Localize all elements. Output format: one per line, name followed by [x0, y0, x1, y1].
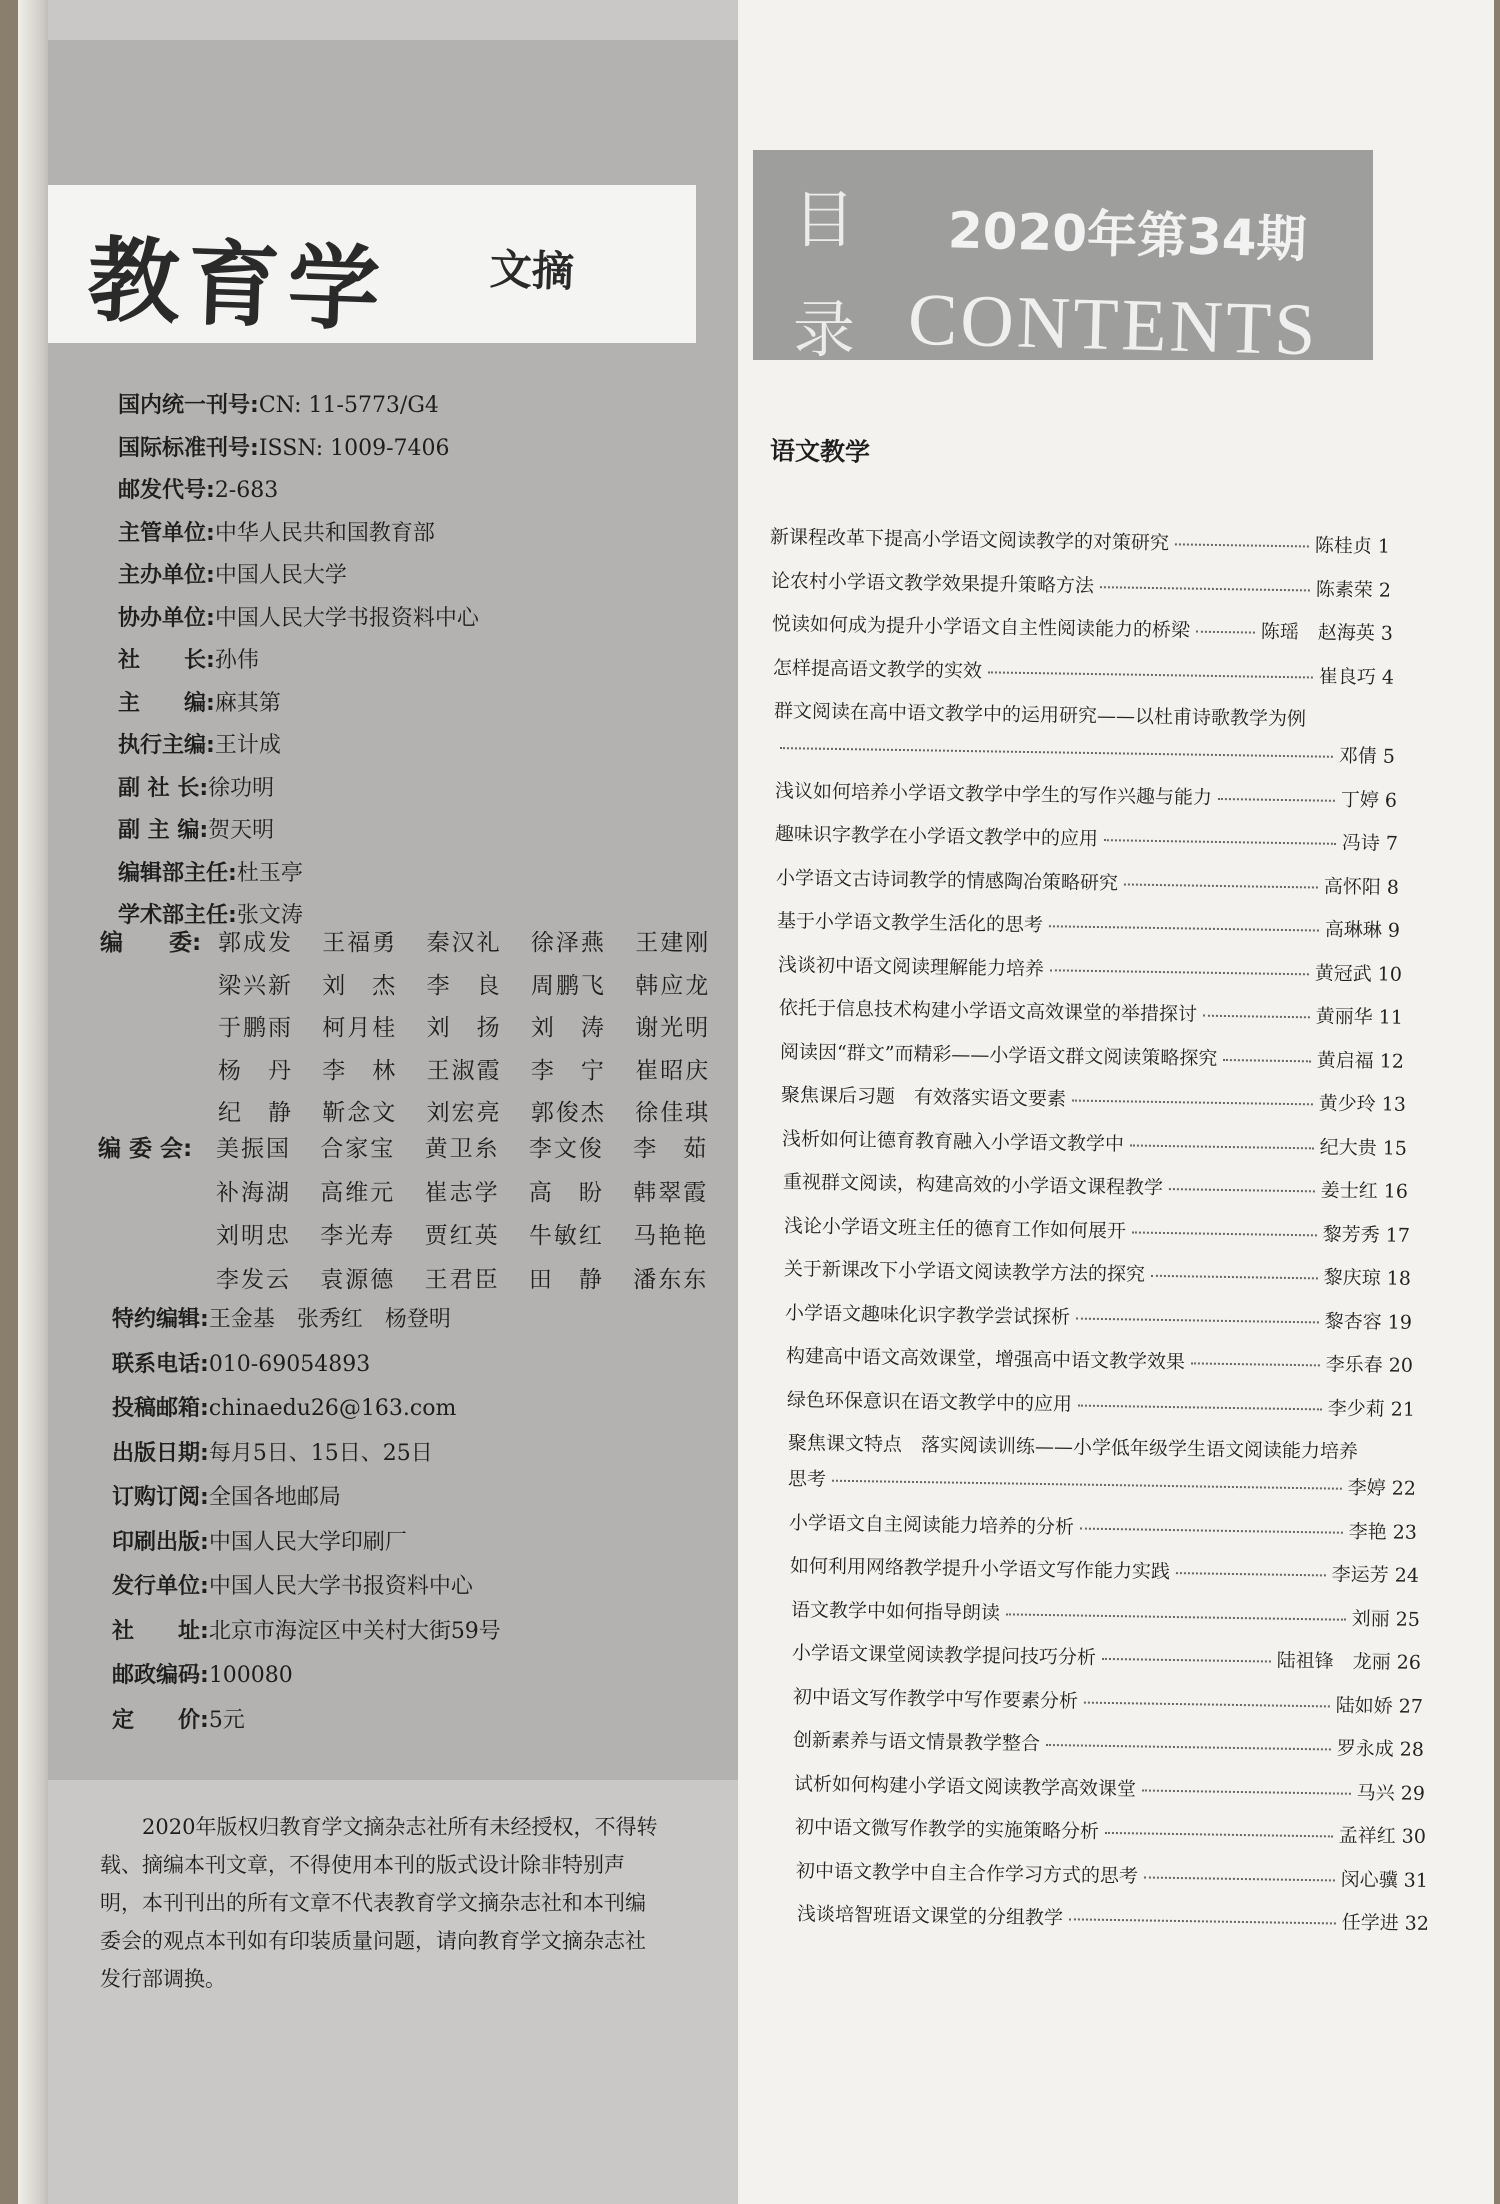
- toc-leader-dots: [1176, 1572, 1326, 1576]
- masthead-label: 主管单位:: [118, 520, 215, 546]
- toc-leader-dots: [832, 1480, 1342, 1490]
- toc-leader-dots: [780, 747, 1333, 758]
- toc-author: 高怀阳: [1323, 875, 1382, 899]
- masthead-list: [118, 385, 718, 938]
- toc-page-number: 25: [1395, 1608, 1421, 1631]
- toc-leader-dots: [1151, 1275, 1318, 1280]
- toc-page-number: 15: [1382, 1136, 1408, 1160]
- masthead-row: [118, 683, 718, 726]
- contact-value: 100080: [208, 1663, 293, 1688]
- masthead-value: 2-683: [214, 478, 279, 503]
- masthead-row: [118, 810, 718, 853]
- contents-heading: CONTENTS: [907, 278, 1320, 372]
- masthead-label: 主 编:: [118, 690, 215, 716]
- toc-leader-dots: [1069, 1918, 1336, 1924]
- toc-page-number: 3: [1380, 622, 1394, 645]
- board-names: [216, 1128, 708, 1302]
- masthead-row: [118, 768, 718, 811]
- toc-author: 陈素荣: [1315, 578, 1374, 601]
- contact-row: [112, 1521, 712, 1566]
- toc-author: 孟祥红: [1338, 1824, 1396, 1848]
- toc-author: 黄少玲: [1318, 1092, 1376, 1116]
- toc-title: 初中语文微写作教学的实施策略分析: [794, 1816, 1100, 1843]
- toc-author: 闵心骥: [1340, 1868, 1398, 1891]
- toc-author: 冯诗: [1341, 831, 1381, 855]
- toc-page-number: 31: [1403, 1869, 1429, 1892]
- contact-value: 每月5日、15日、25日: [208, 1440, 433, 1466]
- toc-leader-dots: [1191, 1362, 1320, 1366]
- toc-author: 陆祖锋 龙丽: [1276, 1649, 1391, 1674]
- contact-label: 印刷出版:: [112, 1529, 209, 1555]
- contact-row: [112, 1699, 712, 1744]
- editors-name-row: 于鹏雨 柯月桂 刘 扬 刘 涛 谢光明: [218, 1015, 711, 1041]
- masthead-row: [118, 598, 718, 641]
- masthead-value: 麻其第: [214, 690, 281, 716]
- toc-title: 绿色环保意识在语文教学中的应用: [786, 1388, 1073, 1415]
- toc-leader-dots: [1132, 1231, 1317, 1236]
- contents-glyph-lu: 录: [793, 293, 856, 366]
- toc-leader-dots: [1050, 969, 1309, 975]
- toc-author: 马兴: [1356, 1781, 1395, 1804]
- toc-leader-dots: [1223, 1058, 1310, 1061]
- masthead-label: 邮发代号:: [118, 478, 215, 503]
- section-title: 语文教学: [769, 436, 871, 467]
- toc-leader-dots: [1196, 631, 1255, 634]
- board-name-row: 刘明忠 李光寿 贾红英 牛敏红 马艳艳: [216, 1223, 709, 1249]
- toc-leader-dots: [1175, 543, 1309, 547]
- masthead-label: 协办单位:: [118, 605, 215, 631]
- toc-leader-dots: [1104, 839, 1336, 845]
- masthead-label: 编辑部主任:: [118, 860, 237, 886]
- contact-row: [112, 1387, 712, 1432]
- toc-title: 构建高中语文高效课堂，增强高中语文教学效果: [785, 1345, 1186, 1374]
- board-name-row: 补海湖 高维元 崔志学 高 盼 韩翠霞: [216, 1179, 709, 1206]
- toc-page-number: 22: [1391, 1477, 1417, 1500]
- editors-label: 编 委:: [100, 930, 202, 956]
- toc-title: 创新素养与语文情景教学整合: [792, 1729, 1041, 1755]
- board-name-row: 李发云 袁源德 王君臣 田 静 潘东东: [216, 1266, 709, 1293]
- toc-page-number: 12: [1379, 1049, 1405, 1073]
- toc-title: 聚焦课文特点 落实阅读训练——小学低年级学生语文阅读能力培养: [787, 1432, 1359, 1463]
- contact-row: [112, 1298, 712, 1343]
- toc-author: 邓倩: [1338, 744, 1378, 768]
- masthead-value: 徐功明: [208, 775, 275, 801]
- toc-page-number: 17: [1385, 1223, 1411, 1247]
- masthead-value: ISSN: 1009-7406: [258, 435, 450, 461]
- toc-page-number: 16: [1383, 1180, 1409, 1203]
- toc-leader-dots: [1142, 1789, 1351, 1794]
- editors-names: [218, 922, 710, 1135]
- toc-page-number: 29: [1400, 1782, 1426, 1805]
- masthead-value: 孙伟: [214, 648, 259, 673]
- toc-page-number: 27: [1398, 1695, 1424, 1718]
- toc-title-continued: 思考: [787, 1468, 827, 1491]
- toc-title: 小学语文课堂阅读教学提问技巧分析: [791, 1642, 1097, 1669]
- toc-title: 小学语文趣味化识字教学尝试探析: [784, 1301, 1071, 1328]
- masthead-label: 社 长:: [118, 648, 215, 673]
- contact-value: 010-69054893: [208, 1351, 371, 1377]
- toc-author: 姜士红: [1320, 1179, 1378, 1203]
- toc-page-number: 23: [1392, 1520, 1418, 1544]
- toc-leader-dots: [1124, 883, 1318, 888]
- masthead-value: 中国人民大学: [214, 563, 347, 588]
- contact-label: 特约编辑:: [112, 1307, 209, 1332]
- editors-name-row: 杨 丹 李 林 王淑霞 李 宁 崔昭庆: [218, 1057, 711, 1084]
- toc-title: 基于小学语文教学生活化的思考: [776, 910, 1044, 937]
- issue-number: 2020年第34期: [947, 201, 1308, 269]
- contact-value: chinaedu26@163.com: [208, 1396, 457, 1421]
- toc-leader-dots: [1169, 1188, 1315, 1192]
- toc-title: 浅议如何培养小学语文教学中学生的写作兴趣与能力: [774, 779, 1213, 809]
- copyright-notice: 2020年版权归教育学文摘杂志社所有未经授权，不得转载、摘编本刊文章，不得使用本刊的版式设计除非特别声明，本刊刊出的所有文章不代表教育学文摘杂志社和本刊编委会的观点本刊如有印装质量问题，请向教育学文摘杂志社发行部调换。: [100, 1815, 658, 1991]
- page-edge: [18, 0, 52, 2204]
- toc-author: 陈桂贞: [1314, 534, 1373, 558]
- toc-page-number: 9: [1387, 919, 1401, 942]
- toc-page-number: 8: [1386, 876, 1400, 899]
- toc-author: 任学进: [1341, 1911, 1399, 1935]
- contact-value: 王金基 张秀红 杨登明: [208, 1307, 451, 1332]
- toc-leader-dots: [1006, 1613, 1346, 1620]
- contact-row: [112, 1610, 712, 1655]
- masthead-row: [118, 555, 718, 598]
- toc-page-number: 6: [1384, 789, 1398, 812]
- masthead-row: [118, 513, 718, 556]
- toc-leader-dots: [1203, 1015, 1310, 1019]
- masthead-row: [118, 385, 718, 428]
- contact-row: [112, 1432, 712, 1477]
- masthead-row: [118, 640, 718, 683]
- toc-page-number: 32: [1404, 1912, 1430, 1935]
- toc-leader-dots: [1144, 1876, 1335, 1881]
- toc-author: 陆如娇: [1335, 1694, 1393, 1717]
- contact-value: 全国各地邮局: [208, 1485, 341, 1510]
- toc-leader-dots: [1049, 925, 1319, 931]
- toc-title: 重视群文阅读，构建高效的小学语文课程教学: [782, 1171, 1164, 1199]
- contact-label: 联系电话:: [112, 1351, 209, 1377]
- contact-value: 中国人民大学书报资料中心: [208, 1574, 473, 1599]
- masthead-value: 王计成: [214, 733, 281, 758]
- toc-page-number: 4: [1381, 666, 1395, 689]
- contact-label: 投稿邮箱:: [112, 1396, 209, 1421]
- toc-title: 悦读如何成为提升小学语文自主性阅读能力的桥梁: [771, 613, 1191, 642]
- toc-title: 趣味识字教学在小学语文教学中的应用: [774, 823, 1099, 851]
- masthead-label: 学术部主任:: [118, 903, 237, 928]
- toc-leader-dots: [1078, 1404, 1322, 1410]
- contact-value: 5元: [208, 1707, 245, 1733]
- editors-name-row: 郭成发 王福勇 秦汉礼 徐泽燕 王建刚: [218, 930, 711, 956]
- toc-author: 黄启福: [1316, 1048, 1374, 1072]
- toc-title: 关于新课改下小学语文阅读教学方法的探究: [783, 1258, 1146, 1286]
- masthead-value: 贺天明: [208, 818, 275, 843]
- toc-author: 李运芳: [1331, 1563, 1389, 1587]
- toc-page-number: 13: [1381, 1093, 1407, 1116]
- masthead-value: 杜玉亭: [236, 860, 303, 886]
- contact-row: [112, 1565, 712, 1610]
- toc-leader-dots: [1105, 1832, 1333, 1838]
- contents-glyph-mu: 目: [793, 183, 856, 256]
- toc-leader-dots: [1084, 1701, 1330, 1707]
- toc-page-number: 30: [1401, 1825, 1427, 1848]
- toc-author: 丁婷: [1340, 788, 1380, 811]
- toc-page-number: 21: [1390, 1397, 1416, 1421]
- toc-leader-dots: [1080, 1527, 1343, 1533]
- toc-author: 高琳琳: [1324, 918, 1383, 942]
- masthead-label: 副 主 编:: [118, 818, 209, 843]
- board-name-row: 美振国 合家宝 黄卫糸 李文俊 李 茹: [216, 1136, 709, 1162]
- toc-leader-dots: [1102, 1658, 1271, 1663]
- toc-title: 小学语文古诗词教学的情感陶冶策略研究: [775, 866, 1119, 894]
- toc-title: 浅论小学语文班主任的德育工作如何展开: [783, 1214, 1127, 1242]
- masthead-label: 国际标准刊号:: [118, 435, 259, 461]
- magazine-subtitle: 文摘: [489, 244, 575, 297]
- toc-title: 浅析如何让德育教育融入小学语文教学中: [781, 1127, 1125, 1155]
- toc-title: 小学语文自主阅读能力培养的分析: [788, 1511, 1075, 1538]
- toc-leader-dots: [1046, 1744, 1331, 1750]
- toc-author: 黎芳秀: [1322, 1222, 1380, 1246]
- masthead-value: CN: 11-5773/G4: [258, 393, 439, 418]
- toc-title: 怎样提高语文教学的实效: [772, 656, 983, 682]
- masthead-row: [118, 725, 718, 768]
- toc-page-number: 19: [1387, 1310, 1413, 1334]
- toc-title: 初中语文教学中自主合作学习方式的思考: [795, 1859, 1139, 1887]
- editors-name-row: 梁兴新 刘 杰 李 良 周鹏飞 韩应龙: [218, 972, 711, 999]
- contact-row: [112, 1476, 712, 1521]
- toc-author: 李艳: [1348, 1520, 1387, 1543]
- contact-label: 发行单位:: [112, 1574, 209, 1599]
- toc-page-number: 7: [1385, 832, 1399, 855]
- toc-title: 浅谈培智班语文课堂的分组教学: [796, 1903, 1064, 1930]
- toc-leader-dots: [1130, 1144, 1314, 1149]
- contact-label: 邮政编码:: [112, 1663, 209, 1688]
- toc-title: 浅谈初中语文阅读理解能力培养: [777, 953, 1045, 980]
- board-label: 编 委 会:: [98, 1136, 193, 1162]
- contact-list: [112, 1298, 712, 1743]
- masthead-row: [118, 428, 718, 471]
- masthead-row: [118, 470, 718, 513]
- toc-title: 聚焦课后习题 有效落实语文要素: [780, 1084, 1067, 1111]
- contact-row: [112, 1343, 712, 1388]
- toc-title: 初中语文写作教学中写作要素分析: [792, 1685, 1079, 1712]
- contact-row: [112, 1654, 712, 1699]
- toc-leader-dots: [988, 671, 1313, 678]
- toc-author: 李少莉: [1327, 1396, 1385, 1420]
- toc-page-number: 24: [1394, 1564, 1420, 1587]
- contact-label: 社 址:: [112, 1618, 209, 1644]
- toc-title: 新课程改革下提高小学语文阅读教学的对策研究: [769, 526, 1170, 555]
- toc-title: 如何利用网络教学提升小学语文写作能力实践: [789, 1555, 1171, 1583]
- toc-page-number: 20: [1388, 1354, 1414, 1377]
- toc-page-number: 26: [1396, 1651, 1422, 1674]
- masthead-label: 执行主编:: [118, 733, 215, 758]
- masthead-value: 张文涛: [236, 903, 303, 928]
- toc-author: 陈瑶 赵海英: [1260, 620, 1376, 645]
- contact-label: 出版日期:: [112, 1440, 209, 1466]
- contact-label: 订购订阅:: [112, 1485, 209, 1510]
- toc-author: 黄冠武: [1314, 961, 1372, 985]
- toc-leader-dots: [1100, 586, 1310, 591]
- toc-page-number: 5: [1382, 745, 1396, 768]
- toc-title: 群文阅读在高中语文教学中的运用研究——以杜甫诗歌教学为例: [773, 700, 1307, 731]
- masthead-row: [118, 853, 718, 896]
- masthead-label: 主办单位:: [118, 563, 215, 588]
- toc-author: 刘丽: [1351, 1607, 1390, 1630]
- toc-author: 黎庆琼: [1323, 1266, 1381, 1290]
- toc-page-number: 11: [1378, 1006, 1404, 1029]
- toc-title: 试析如何构建小学语文阅读教学高效课堂: [793, 1772, 1137, 1800]
- contact-label: 定 价:: [112, 1707, 209, 1733]
- masthead-value: 中华人民共和国教育部: [214, 520, 435, 546]
- toc-author: 黎杏容: [1324, 1309, 1382, 1333]
- toc-author: 罗永成: [1336, 1737, 1394, 1761]
- toc-page-number: 28: [1399, 1738, 1425, 1761]
- contact-value: 中国人民大学印刷厂: [208, 1529, 407, 1555]
- toc-author: 李婷: [1347, 1476, 1386, 1500]
- toc-author: 崔良巧: [1318, 665, 1377, 688]
- toc-title: 语文教学中如何指导朗读: [790, 1598, 1001, 1624]
- contact-value: 北京市海淀区中关村大街59号: [208, 1618, 501, 1644]
- toc-title: 依托于信息技术构建小学语文高效课堂的举措探讨: [778, 997, 1198, 1026]
- toc-author: 纪大贵: [1319, 1135, 1377, 1159]
- magazine-title: 教育学: [85, 226, 390, 345]
- toc-leader-dots: [1218, 797, 1335, 801]
- editors-name-row: 纪 静 靳念文 刘宏亮 郭俊杰 徐佳琪: [218, 1100, 711, 1126]
- toc-leader-dots: [1076, 1317, 1319, 1323]
- toc-page-number: 2: [1378, 579, 1392, 602]
- toc-author: 李乐春: [1325, 1353, 1383, 1377]
- toc-page-number: 1: [1377, 535, 1391, 558]
- masthead-value: 中国人民大学书报资料中心: [214, 605, 479, 631]
- toc-author: 黄丽华: [1315, 1005, 1373, 1029]
- toc-title: 论农村小学语文教学效果提升策略方法: [770, 569, 1095, 597]
- toc-leader-dots: [1072, 1100, 1313, 1106]
- masthead-label: 国内统一刊号:: [118, 393, 259, 418]
- toc-page-number: 18: [1386, 1267, 1412, 1290]
- toc-page-number: 10: [1377, 962, 1403, 986]
- masthead-label: 副 社 长:: [118, 775, 209, 801]
- toc-title: 阅读因“群文”而精彩——小学语文群文阅读策略探究: [779, 1040, 1218, 1070]
